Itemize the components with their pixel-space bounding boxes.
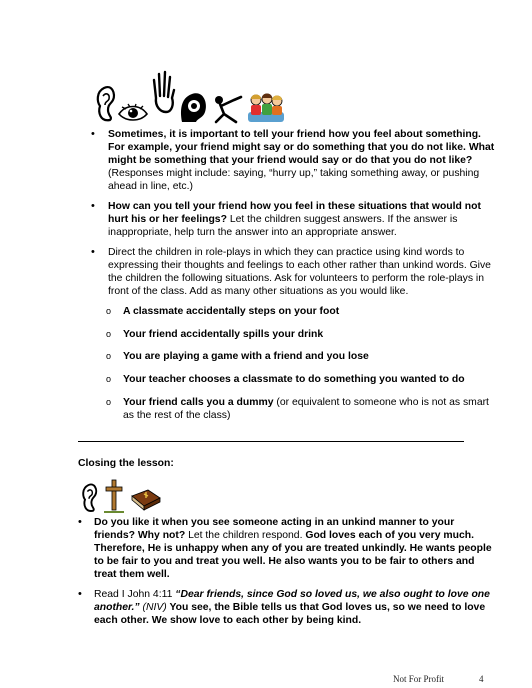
bullet-2-question: How can you tell your friend how you feel in these situations that would not hurt his or her feelings? (108, 201, 481, 225)
situation-item (106, 305, 493, 318)
situation-text: Your friend calls you a dummy (123, 397, 274, 408)
sub-bullet-marker: o (106, 329, 112, 339)
closing-1-instruction: Let the children respond. (185, 530, 306, 541)
situation-item (106, 373, 518, 386)
closing-2-message: You see, the Bible tells us that God loves us, so we need to love each other. We show love to each other by being kind. (94, 602, 486, 626)
closing-2-verse: “Dear friends, since God so loved us, we also ought to love one another.” (94, 589, 490, 613)
eye-icon (118, 102, 148, 124)
sub-bullet-marker: o (106, 306, 112, 316)
situation-item (106, 350, 493, 363)
closing-1-message: God loves each of you very much. Therefore, He is unhappy when any of you are treated unkindly. He wants people to be fair to you and treat you well. He also wants you to be fair to others and treat them well. (94, 530, 492, 580)
lesson-icons-top (94, 68, 286, 124)
hand-icon (150, 68, 176, 116)
bullet-marker: • (78, 516, 82, 528)
situation-text: Your teacher chooses a classmate to do something you wanted to do (123, 374, 465, 385)
situation-text: A classmate accidentally steps on your foot (123, 306, 340, 317)
ear-icon (80, 482, 98, 514)
bullet-2-note: Let the children suggest answers. If the answer is inappropriate, help turn the answer into an appropriate answer. (108, 214, 458, 238)
bullet-1-question: Sometimes, it is important to tell your friend how you feel about something. For example, your friend might say or do something that you do not like. What might be something that your friend would say or do that you do not like? (108, 129, 495, 166)
ear-icon (94, 84, 116, 124)
situation-text: You are playing a game with a friend and you lose (123, 351, 369, 362)
sub-bullet-marker: o (106, 397, 112, 407)
situation-note: (or equivalent to someone who is not as smart as the rest of the class) (123, 397, 489, 421)
closing-heading: Closing the lesson: (78, 458, 174, 469)
situation-text: Your friend accidentally spills your drink (123, 329, 324, 340)
page-number: 4 (479, 674, 484, 684)
bullet-1-note: (Responses might include: saying, “hurry up,” taking something away, or pushing ahead in line, etc.) (108, 168, 480, 192)
bullet-paragraph-3 (108, 246, 496, 298)
closing-paragraph-2 (94, 588, 496, 627)
bullet-marker: • (78, 588, 82, 600)
bullet-paragraph-2 (108, 200, 496, 239)
bullet-marker: • (91, 246, 95, 258)
person-stretching-icon (210, 94, 244, 124)
bullet-3-text: Direct the children in role-plays in which they can practice using kind words to expressing their thoughts and feelings to each other rather than unkind words. Give the children the following situations. Ask for volunteers to perform the role-plays in front of the class. Add as many other situations as you would like. (108, 247, 491, 297)
footer-label: Not For Profit (393, 674, 445, 684)
lesson-icons-closing (80, 478, 162, 514)
bullet-marker: • (91, 200, 95, 212)
sub-bullet-marker: o (106, 351, 112, 361)
closing-2-reference: Read I John 4:11 (94, 589, 176, 600)
section-divider (78, 441, 464, 442)
sub-bullet-marker: o (106, 374, 112, 384)
closing-1-question: Do you like it when you see someone acting in an unkind manner to your friends? Why not? (94, 517, 455, 541)
situation-item (106, 396, 493, 422)
bullet-marker: • (91, 128, 95, 140)
closing-paragraph-1 (94, 516, 496, 581)
closing-2-version: (NIV) (139, 602, 167, 613)
cross-icon (102, 478, 126, 514)
thinking-head-icon (178, 90, 208, 124)
bible-icon (130, 486, 162, 514)
bullet-paragraph-1 (108, 128, 496, 193)
children-group-icon (246, 90, 286, 124)
situation-item (106, 328, 493, 341)
